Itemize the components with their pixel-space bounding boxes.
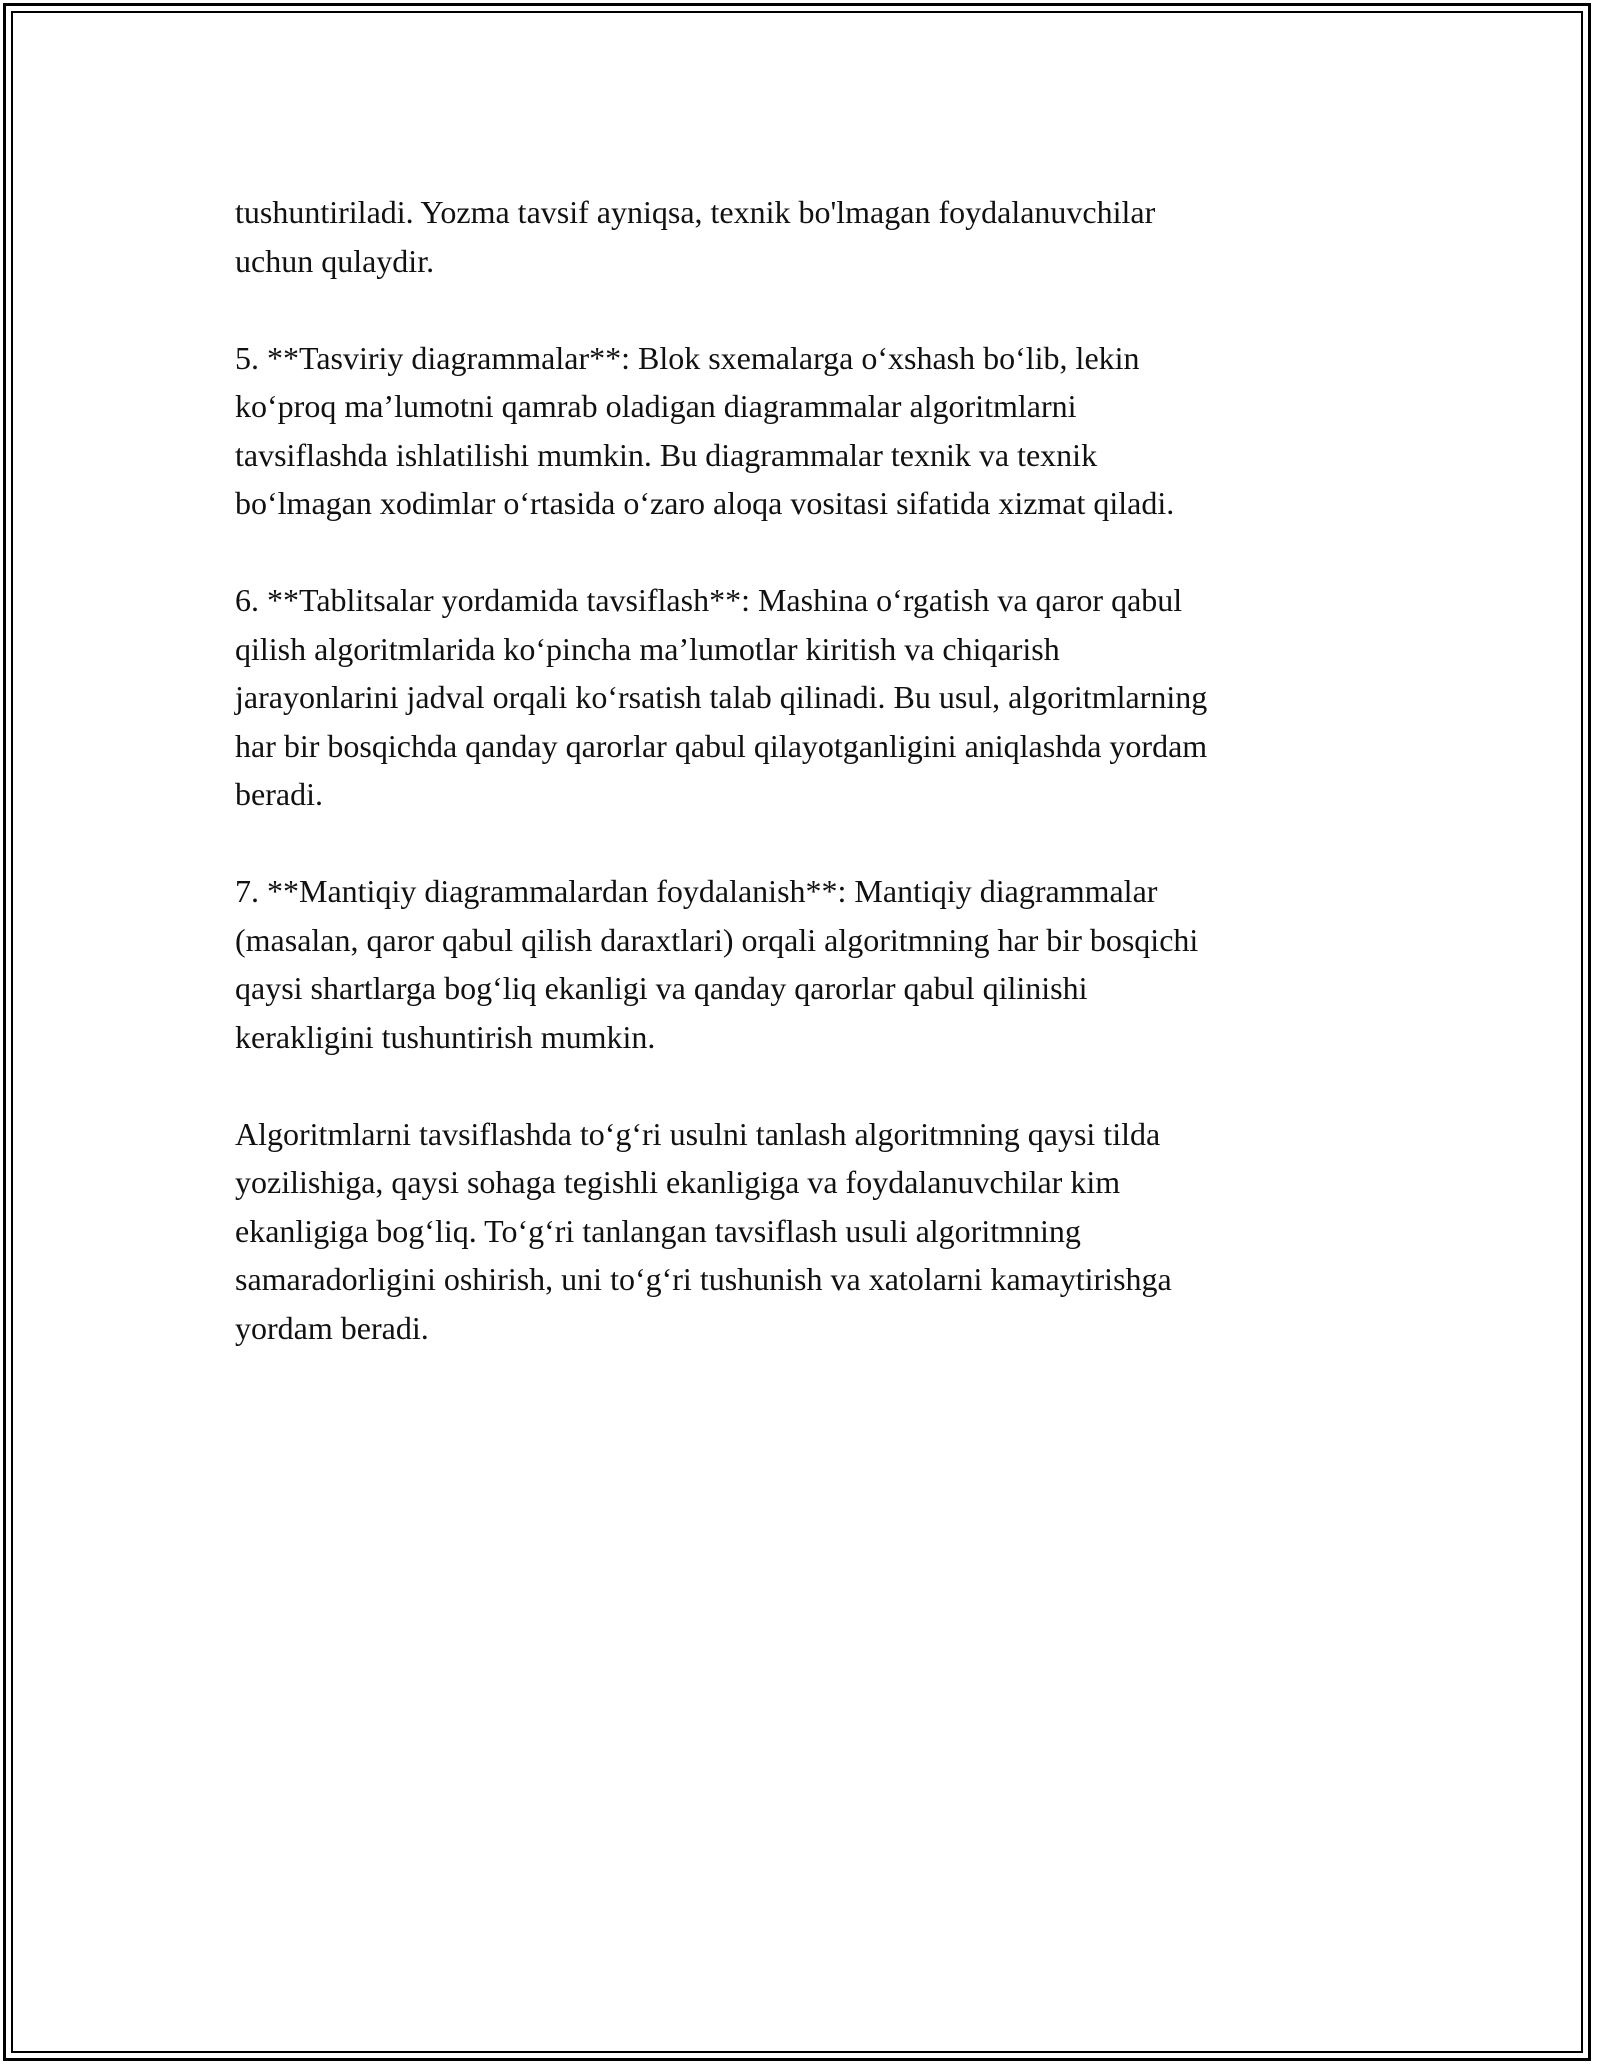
document-body [235, 188, 1365, 1401]
paragraph-item-5: 5. **Tasviriy diagrammalar**: Blok sxemalarga o‘xshash bo‘lib, lekin ko‘proq ma’lumotni qamrab oladigan diagrammalar algoritmlarni tavsiflashda ishlatilishi mumkin. Bu diagrammalar texnik va texnik bo‘lmagan xodimlar o‘rtasida o‘zaro aloqa vositasi sifatida xizmat qiladi. [235, 339, 1175, 521]
paragraph-item-6: 6. **Tablitsalar yordamida tavsiflash**: Mashina o‘rgatish va qaror qabul qilish algoritmlarida ko‘pincha ma’lumotlar kiritish va chiqarish jarayonlarini jadval orqali ko‘rsatish talab qilinadi. Bu usul, algoritmlarning har bir bosqichda qanday qarorlar qabul qilayotganligini aniqlashda yordam beradi. [235, 582, 1208, 812]
paragraph-continuation: tushuntiriladi. Yozma tavsif ayniqsa, texnik bo'lmagan foydalanuvchilar uchun qulaydir. [235, 194, 1156, 279]
paragraph-conclusion: Algoritmlarni tavsiflashda to‘g‘ri usulni tanlash algoritmning qaysi tilda yozilishiga, qaysi sohaga tegishli ekanligiga va foydalanuvchilar kim ekanligiga bog‘liq. To‘g‘ri tanlangan tavsiflash usuli algoritmning samaradorligini oshirish, uni to‘g‘ri tushunish va xatolarni kamaytirishga yordam beradi. [235, 1115, 1172, 1346]
paragraph-item-7: 7. **Mantiqiy diagrammalardan foydalanish**: Mantiqiy diagrammalar (masalan, qaror qabul qilish daraxtlari) orqali algoritmning har bir bosqichi qaysi shartlarga bog‘liq ekanligi va qanday qarorlar qabul qilinishi kerakligini tushuntirish mumkin. [235, 873, 1199, 1055]
